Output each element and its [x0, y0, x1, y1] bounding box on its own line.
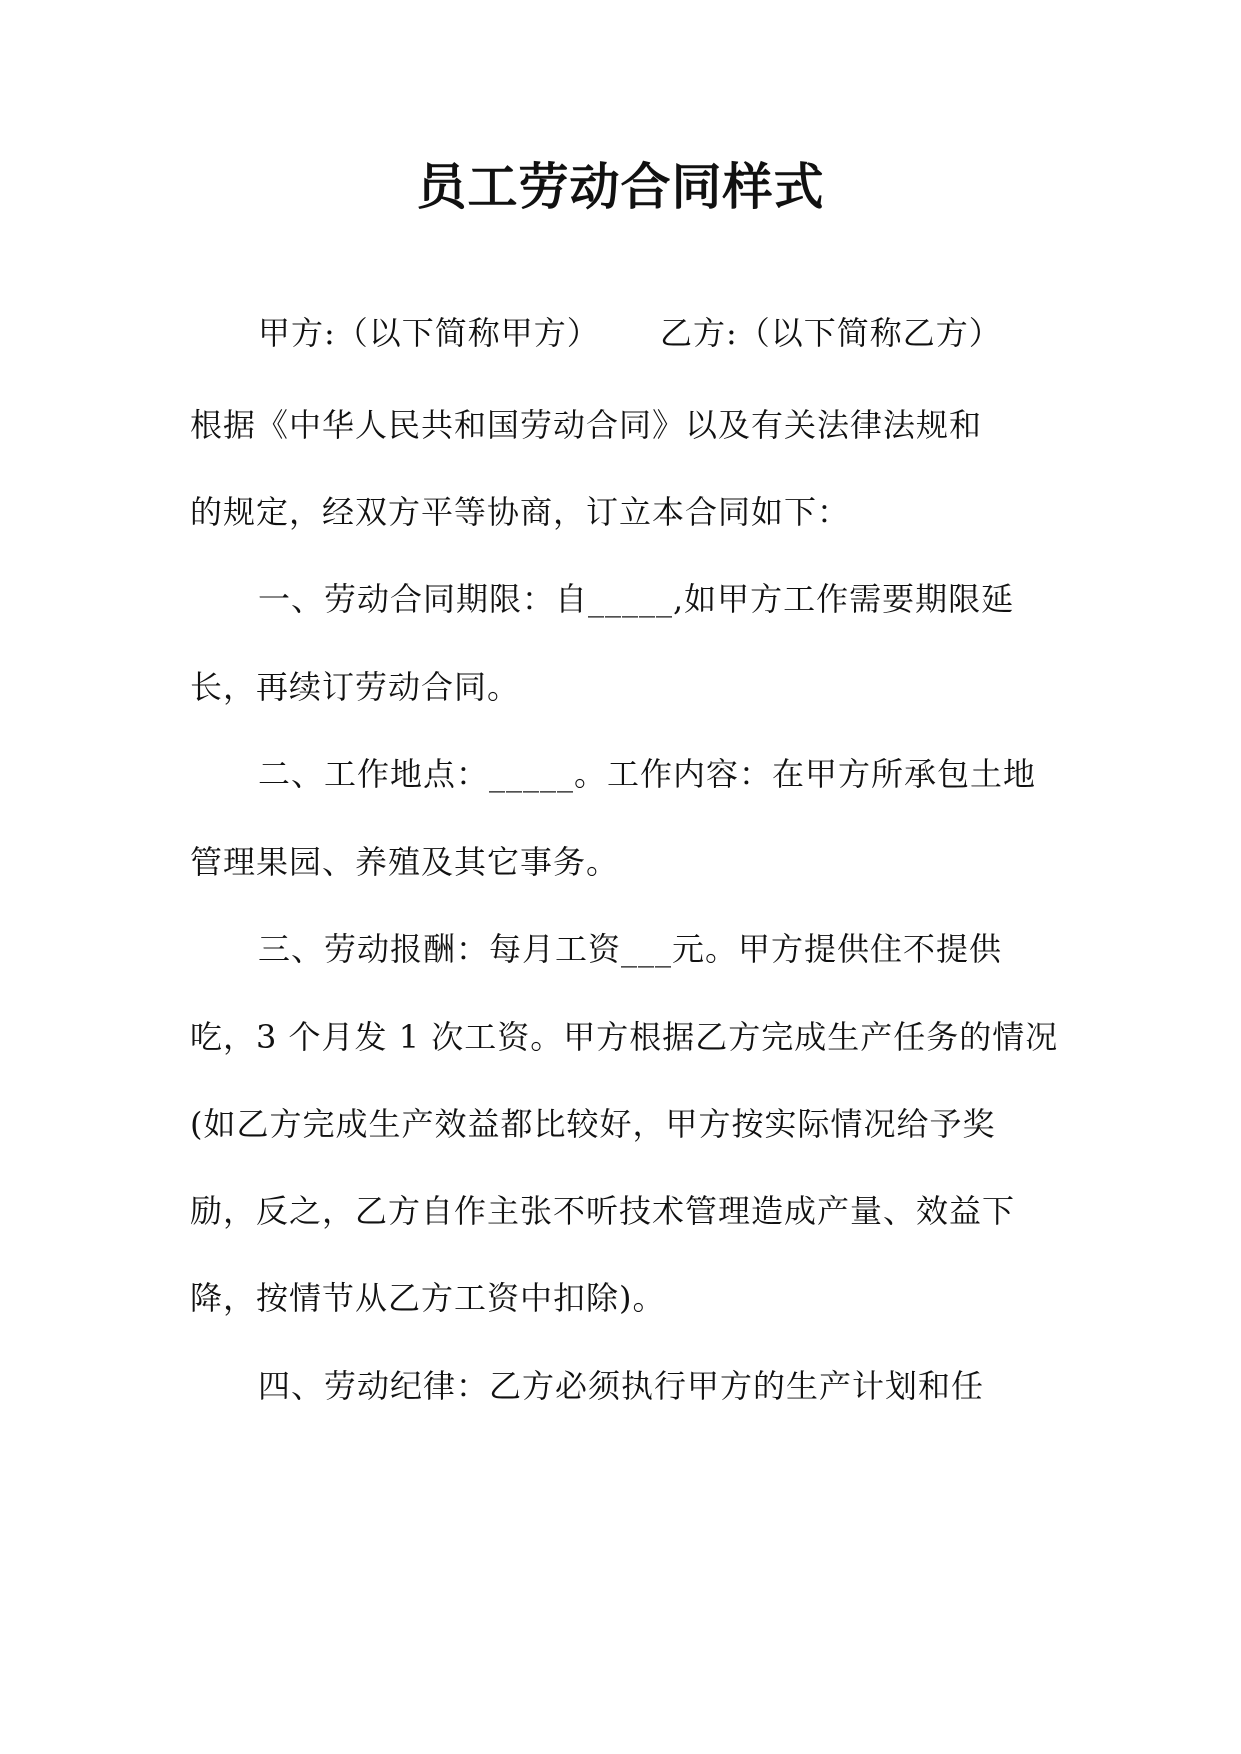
clause-3-line: 励，反之，乙方自作主张不听技术管理造成产量、效益下 — [190, 1192, 1016, 1230]
clause-3-line: 吃，3 个月发 1 次工资。甲方根据乙方完成生产任务的情况 — [190, 1018, 1059, 1056]
clause-3-line: 三、劳动报酬：每月工资___元。甲方提供住不提供 — [258, 930, 1003, 968]
party-a-label: 甲方:（以下简称甲方） — [258, 314, 600, 352]
document-title: 员工劳动合同样式 — [416, 158, 825, 216]
party-b-label: 乙方:（以下简称乙方） — [660, 314, 1002, 352]
paragraph-line: 根据《中华人民共和国劳动合同》以及有关法律法规和 — [190, 406, 983, 444]
clause-2-line: 二、工作地点：_____。工作内容：在甲方所承包土地 — [258, 755, 1037, 793]
clause-3-line: 降，按情节从乙方工资中扣除)。 — [190, 1279, 666, 1317]
paragraph-line: 的规定，经双方平等协商，订立本合同如下： — [190, 493, 851, 531]
clause-1-line: 长，再续订劳动合同。 — [190, 668, 521, 706]
clause-4-line: 四、劳动纪律：乙方必须执行甲方的生产计划和任 — [258, 1367, 985, 1405]
party-line — [258, 311, 1002, 355]
clause-1-line: 一、劳动合同期限：自_____,如甲方工作需要期限延 — [258, 580, 1015, 618]
clause-2-line: 管理果园、养殖及其它事务。 — [190, 843, 620, 881]
clause-3-line: (如乙方完成生产效益都比较好，甲方按实际情况给予奖 — [190, 1105, 996, 1143]
